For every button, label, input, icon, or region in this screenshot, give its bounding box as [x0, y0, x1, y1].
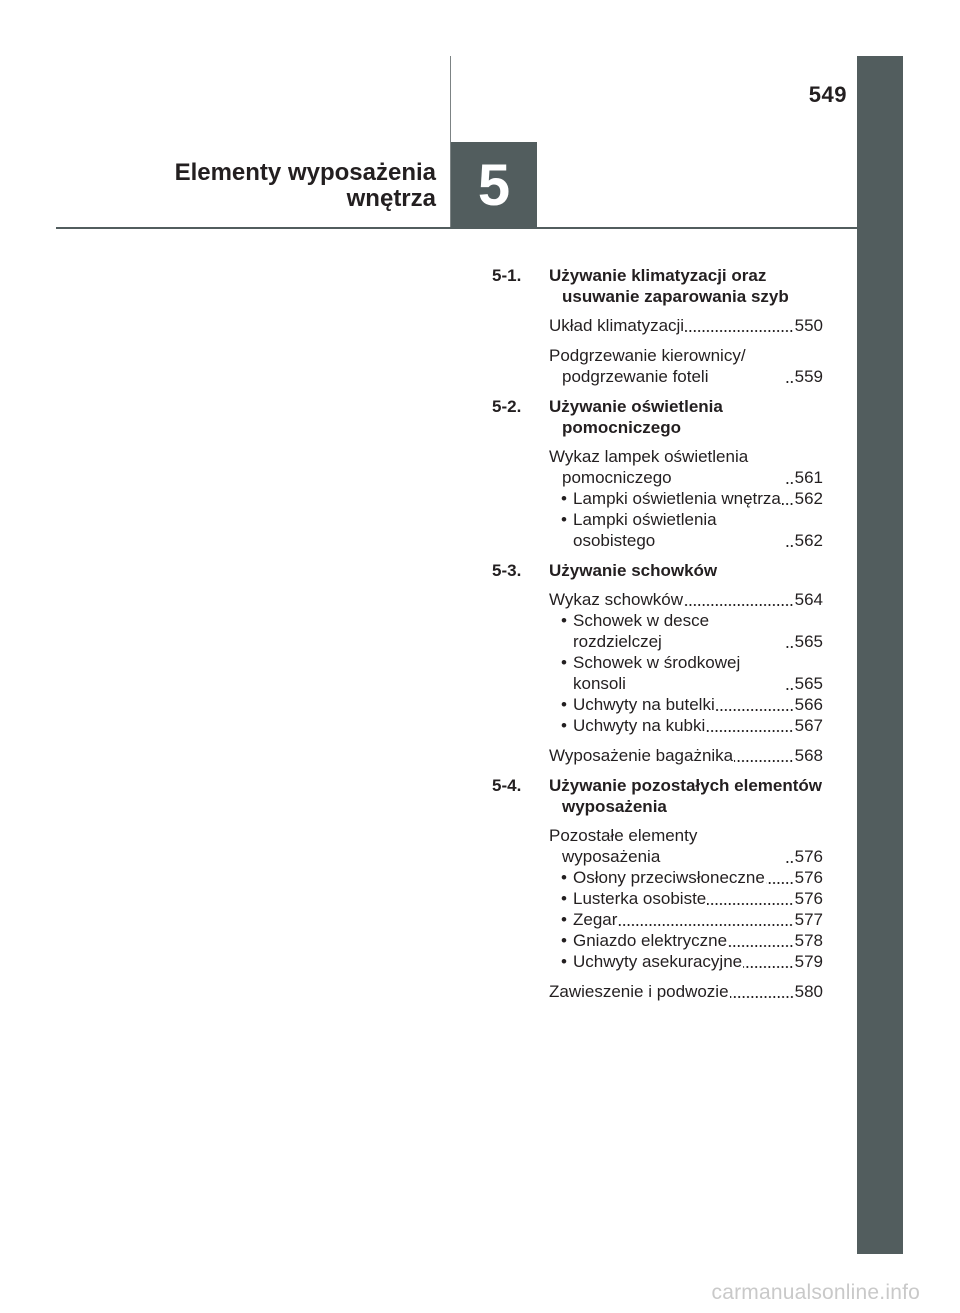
- toc-entry-page: 576: [794, 847, 823, 866]
- bullet-icon: •: [561, 952, 567, 971]
- toc-subentry-title: Lampki oświetlenia wnętrza: [573, 489, 781, 508]
- toc-subentry-title-wrap: [561, 715, 706, 736]
- bullet-icon: •: [561, 910, 567, 929]
- toc-entry-title: Wykaz schowków: [549, 590, 683, 609]
- leader-dots: [766, 882, 794, 884]
- leader-dots: [786, 861, 794, 863]
- leader-dots: [685, 330, 794, 332]
- toc-subentry[interactable]: [549, 930, 823, 951]
- toc-subentry-page: 562: [794, 531, 823, 550]
- toc-entry-page: 561: [794, 468, 823, 487]
- toc-section: [492, 560, 823, 766]
- leader-dots: [786, 688, 794, 690]
- toc-subentry[interactable]: [549, 652, 823, 694]
- toc-section: [492, 775, 823, 1002]
- chapter-title: [175, 160, 436, 212]
- toc-section-heading[interactable]: [492, 396, 823, 438]
- chapter-title-line2: wnętrza: [346, 185, 436, 212]
- leader-dots: [684, 604, 794, 606]
- leader-dots: [786, 482, 794, 484]
- leader-dots: [728, 945, 794, 947]
- toc-subentry-page: 576: [794, 868, 823, 887]
- toc-subentry-title-wrap: [561, 951, 743, 972]
- toc-subentry-title-wrap: [561, 610, 785, 652]
- toc-entry[interactable]: [549, 745, 823, 766]
- toc-subentry[interactable]: [549, 909, 823, 930]
- chapter-number-box: [451, 142, 537, 228]
- toc-section-heading[interactable]: [492, 265, 823, 307]
- toc-subentry-page: 577: [794, 910, 823, 929]
- watermark: carmanualsonline.info: [711, 1281, 920, 1304]
- toc-subentry-title-wrap: [561, 652, 785, 694]
- bullet-icon: •: [561, 889, 567, 908]
- toc-section-title: Używanie schowków: [549, 561, 718, 580]
- toc-section-number: 5-2.: [492, 397, 522, 416]
- toc-subentry[interactable]: [549, 888, 823, 909]
- toc-subentry-title: Uchwyty na butelki: [573, 695, 715, 714]
- bullet-icon: •: [561, 868, 567, 887]
- toc-section-title: Używanie klimatyzacji oraz usuwanie zaparowania szyb: [549, 266, 789, 306]
- toc-subentry-title: Lampki oświetlenia osobistego: [573, 510, 717, 550]
- toc-section-title: Używanie oświetlenia pomocniczego: [549, 397, 723, 437]
- leader-dots: [734, 760, 793, 762]
- toc-subentry-title: Schowek w środkowej konsoli: [573, 653, 741, 693]
- bullet-icon: •: [561, 489, 567, 508]
- toc-subentry-title-wrap: [561, 694, 715, 715]
- toc-section-number: 5-3.: [492, 561, 522, 580]
- toc-subentry-title-wrap: [561, 867, 765, 888]
- toc-subentry-title: Uchwyty na kubki: [573, 716, 706, 735]
- toc-entry-title: Zawieszenie i podwozie: [549, 982, 729, 1001]
- toc-entry-title: Podgrzewanie kierownicy/ podgrzewanie foteli: [549, 346, 746, 386]
- toc-subentry-title-wrap: [561, 488, 781, 509]
- toc-entry-page: 580: [794, 982, 823, 1001]
- toc-subentry[interactable]: [549, 715, 823, 736]
- toc-subentry-page: 565: [794, 674, 823, 693]
- toc-subentry[interactable]: [549, 867, 823, 888]
- table-of-contents: [492, 265, 823, 1011]
- leader-dots: [786, 381, 794, 383]
- toc-subentry[interactable]: [549, 694, 823, 715]
- toc-section-number: 5-1.: [492, 266, 522, 285]
- toc-subentry-title: Lusterka osobiste: [573, 889, 707, 908]
- leader-dots: [782, 503, 794, 505]
- toc-subentry-page: 576: [794, 889, 823, 908]
- chapter-side-tab: [857, 56, 903, 1254]
- leader-dots: [706, 730, 793, 732]
- toc-entry[interactable]: [549, 825, 823, 867]
- toc-subentry-title: Gniazdo elektryczne: [573, 931, 728, 950]
- leader-dots: [730, 996, 794, 998]
- toc-subentry-title-wrap: [561, 930, 728, 951]
- toc-section: [492, 396, 823, 551]
- toc-subentry-page: 566: [794, 695, 823, 714]
- toc-subentry-title: Osłony przeciwsłoneczne: [573, 868, 765, 887]
- toc-section-heading[interactable]: [492, 560, 823, 581]
- toc-entry[interactable]: [549, 446, 823, 488]
- toc-subentry-title: Uchwyty asekuracyjne: [573, 952, 743, 971]
- toc-subentry-page: 565: [794, 632, 823, 651]
- toc-subentry[interactable]: [549, 951, 823, 972]
- leader-dots: [618, 924, 793, 926]
- toc-entry-title: Układ klimatyzacji: [549, 316, 685, 335]
- toc-section-title: Używanie pozostałych elementów wyposażenia: [549, 776, 823, 816]
- toc-entry-page: 564: [794, 590, 823, 609]
- toc-subentry-page: 567: [794, 716, 823, 735]
- toc-entry-title: Pozostałe elementy wyposażenia: [549, 826, 698, 866]
- leader-dots: [716, 709, 794, 711]
- toc-entry[interactable]: [549, 589, 823, 610]
- toc-section: [492, 265, 823, 387]
- leader-dots: [707, 903, 793, 905]
- toc-subentry-page: 579: [794, 952, 823, 971]
- toc-subentry-title-wrap: [561, 888, 707, 909]
- chapter-title-line1: Elementy wyposażenia: [174, 159, 436, 186]
- bullet-icon: •: [561, 653, 567, 672]
- toc-subentry[interactable]: [549, 488, 823, 509]
- toc-entry[interactable]: [549, 315, 823, 336]
- bullet-icon: •: [561, 716, 567, 735]
- chapter-number: 5: [477, 152, 511, 218]
- toc-entry-title: Wykaz lampek oświetlenia pomocniczego: [549, 447, 749, 487]
- toc-section-number: 5-4.: [492, 776, 522, 795]
- toc-subentry-title-wrap: [561, 909, 618, 930]
- toc-entry[interactable]: [549, 345, 823, 387]
- leader-dots: [786, 646, 794, 648]
- toc-subentry-page: 562: [794, 489, 823, 508]
- toc-entry[interactable]: [549, 981, 823, 1002]
- toc-entry-page: 568: [794, 746, 823, 765]
- toc-subentry[interactable]: [549, 610, 823, 652]
- bullet-icon: •: [561, 931, 567, 950]
- toc-entry-page: 559: [794, 367, 823, 386]
- bullet-icon: •: [561, 611, 567, 630]
- page-number: 549: [808, 82, 847, 107]
- toc-entry-title: Wyposażenie bagażnika: [549, 746, 734, 765]
- leader-dots: [743, 966, 794, 968]
- toc-subentry-page: 578: [794, 931, 823, 950]
- toc-subentry-title: Zegar: [573, 910, 618, 929]
- bullet-icon: •: [561, 510, 567, 529]
- toc-subentry-title: Schowek w desce rozdzielczej: [573, 611, 710, 651]
- toc-subentry-title-wrap: [561, 509, 785, 551]
- toc-subentry[interactable]: [549, 509, 823, 551]
- leader-dots: [786, 545, 794, 547]
- toc-entry-page: 550: [794, 316, 823, 335]
- toc-section-heading[interactable]: [492, 775, 823, 817]
- bullet-icon: •: [561, 695, 567, 714]
